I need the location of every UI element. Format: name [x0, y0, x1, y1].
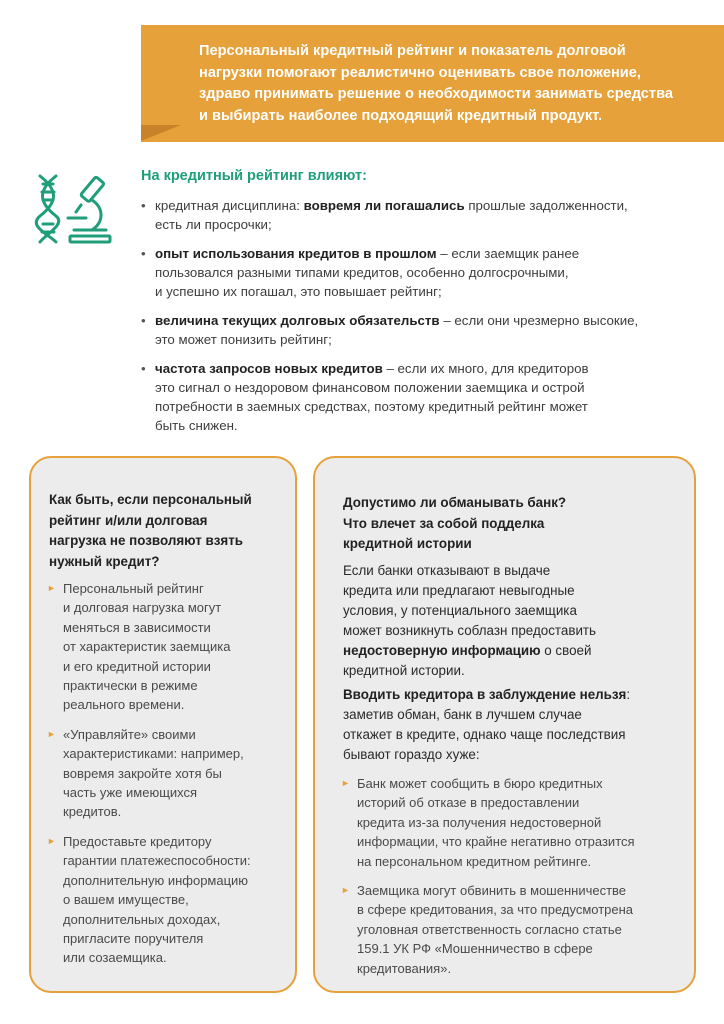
para-text: кредитной истории.	[343, 663, 465, 678]
para-emphasis: Вводить кредитора в заблуждение нельзя	[343, 687, 627, 702]
list-item	[341, 774, 686, 871]
factors-heading: На кредитный рейтинг влияют:	[141, 168, 367, 184]
para-text: бывают гораздо хуже:	[343, 747, 480, 762]
list-item	[141, 196, 706, 234]
item-text: меняться в зависимости	[63, 619, 211, 635]
title-line: кредитной истории	[343, 536, 472, 551]
item-text: пользовался разными типами кредитов, особенно долгосрочными,	[155, 265, 569, 280]
arrow-right-icon: ►	[341, 885, 350, 896]
list-item	[47, 579, 287, 715]
item-text: уголовная ответственность согласно статье	[357, 921, 622, 937]
para-emphasis: недостоверную информацию	[343, 643, 541, 658]
banner-line: и выбирать наиболее подходящий кредитный продукт.	[199, 107, 603, 124]
banner-line: здраво принимать решение о необходимости занимать средства	[199, 86, 673, 102]
item-text: потребности в заемных средствах, поэтому кредитный рейтинг может	[155, 399, 588, 414]
item-text: Заемщика могут обвинить в мошенничестве	[357, 883, 627, 899]
para-text: условия, у потенциального заемщика	[343, 603, 577, 618]
arrow-right-icon: ►	[47, 583, 56, 593]
item-emphasis: величина текущих долговых обязательств	[155, 313, 440, 328]
title-line: Что влечет за собой подделка	[343, 515, 545, 531]
item-text: или созаемщика.	[63, 950, 167, 966]
para-text: может возникнуть соблазн предоставить	[343, 623, 597, 638]
item-text: и его кредитной истории	[63, 658, 211, 674]
title-line: Как быть, если персональный	[49, 492, 252, 507]
item-text: реального времени.	[63, 697, 185, 713]
item-text: практически в режиме	[63, 678, 198, 694]
item-text: – если их много, для кредиторов	[382, 361, 589, 376]
item-text: – если они чрезмерно высокие,	[439, 313, 639, 328]
arrow-right-icon: ►	[341, 778, 350, 788]
advice-box-title	[49, 490, 252, 572]
item-text: дополнительную информацию	[63, 872, 249, 888]
warning-box	[313, 456, 696, 993]
para-text: заметив обман, банк в лучшем случае	[343, 707, 582, 722]
list-item	[47, 832, 287, 968]
para-text: кредита или предлагают невыгодные	[343, 583, 575, 598]
para-text: откажет в кредите, однако чаще последствия	[343, 727, 626, 742]
list-item	[141, 311, 706, 349]
item-emphasis: вовремя ли погашались	[303, 198, 465, 213]
list-item	[341, 881, 686, 978]
item-text: кредитов.	[63, 804, 122, 820]
list-item	[141, 359, 706, 435]
item-text: прошлые задолженности,	[464, 198, 628, 213]
item-text: это сигнал о нездоровом финансовом положении заемщика и острой	[155, 380, 585, 395]
item-text: информации, что крайне негативно отразится	[357, 834, 635, 850]
item-text: кредита из-за получения недостоверной	[357, 814, 602, 830]
item-text: Банк может сообщить в бюро кредитных	[357, 776, 603, 791]
item-emphasis: частота запросов новых кредитов	[155, 361, 383, 376]
item-text: «Управляйте» своими	[63, 726, 196, 742]
para-text: о своей	[540, 643, 592, 658]
consequences-list	[341, 774, 686, 988]
para-text: :	[626, 687, 631, 702]
item-text: и долговая нагрузка могут	[63, 600, 222, 616]
advice-list	[47, 579, 287, 978]
factors-list	[141, 196, 706, 445]
item-text: это может понизить рейтинг;	[155, 332, 332, 347]
item-text: – если заемщик ранее	[436, 246, 580, 261]
item-text: Предоставьте кредитору	[63, 833, 212, 849]
title-line: Допустимо ли обманывать банк?	[343, 495, 567, 510]
item-text: историй об отказе в предоставлении	[357, 795, 580, 811]
item-text: кредитная дисциплина:	[155, 198, 304, 213]
banner-fold	[141, 125, 181, 141]
item-emphasis: опыт использования кредитов в прошлом	[155, 246, 437, 261]
item-text: о вашем имуществе,	[63, 892, 189, 908]
banner-line: Персональный кредитный рейтинг и показатель долговой	[199, 43, 626, 59]
para-text: Если банки отказывают в выдаче	[343, 563, 551, 578]
item-text: на персональном кредитном рейтинге.	[357, 853, 592, 869]
item-text: от характеристик заемщика	[63, 639, 231, 655]
intro-banner-text	[199, 41, 709, 127]
warning-paragraph	[343, 561, 596, 681]
item-text: быть снижен.	[155, 418, 238, 433]
item-text: и успешно их погашал, это повышает рейтинг;	[155, 284, 442, 299]
item-text: Персональный рейтинг	[63, 581, 204, 596]
warning-box-title	[343, 493, 566, 555]
item-text: пригласите поручителя	[63, 930, 204, 946]
item-text: часть уже имеющихся	[63, 785, 198, 801]
item-text: кредитования».	[357, 960, 452, 976]
title-line: нужный кредит?	[49, 553, 160, 569]
title-line: рейтинг и/или долговая	[49, 512, 208, 528]
item-text: 159.1 УК РФ «Мошенничество в сфере	[357, 941, 593, 957]
warning-paragraph	[343, 685, 630, 765]
item-text: вовремя закройте хотя бы	[63, 765, 222, 781]
item-text: в сфере кредитования, за что предусмотрена	[357, 902, 634, 918]
dna-microscope-icon	[34, 172, 112, 246]
item-text: есть ли просрочки;	[155, 217, 272, 232]
list-item	[47, 725, 287, 822]
item-text: дополнительных доходах,	[63, 911, 221, 927]
item-text: характеристиками: например,	[63, 746, 244, 762]
list-item	[141, 244, 706, 301]
title-line: нагрузка не позволяют взять	[49, 533, 244, 548]
advice-box	[29, 456, 297, 993]
arrow-right-icon: ►	[47, 728, 56, 739]
item-text: гарантии платежеспособности:	[63, 853, 251, 869]
banner-line: нагрузки помогают реалистично оценивать свое положение,	[199, 64, 641, 81]
arrow-right-icon: ►	[47, 835, 56, 846]
